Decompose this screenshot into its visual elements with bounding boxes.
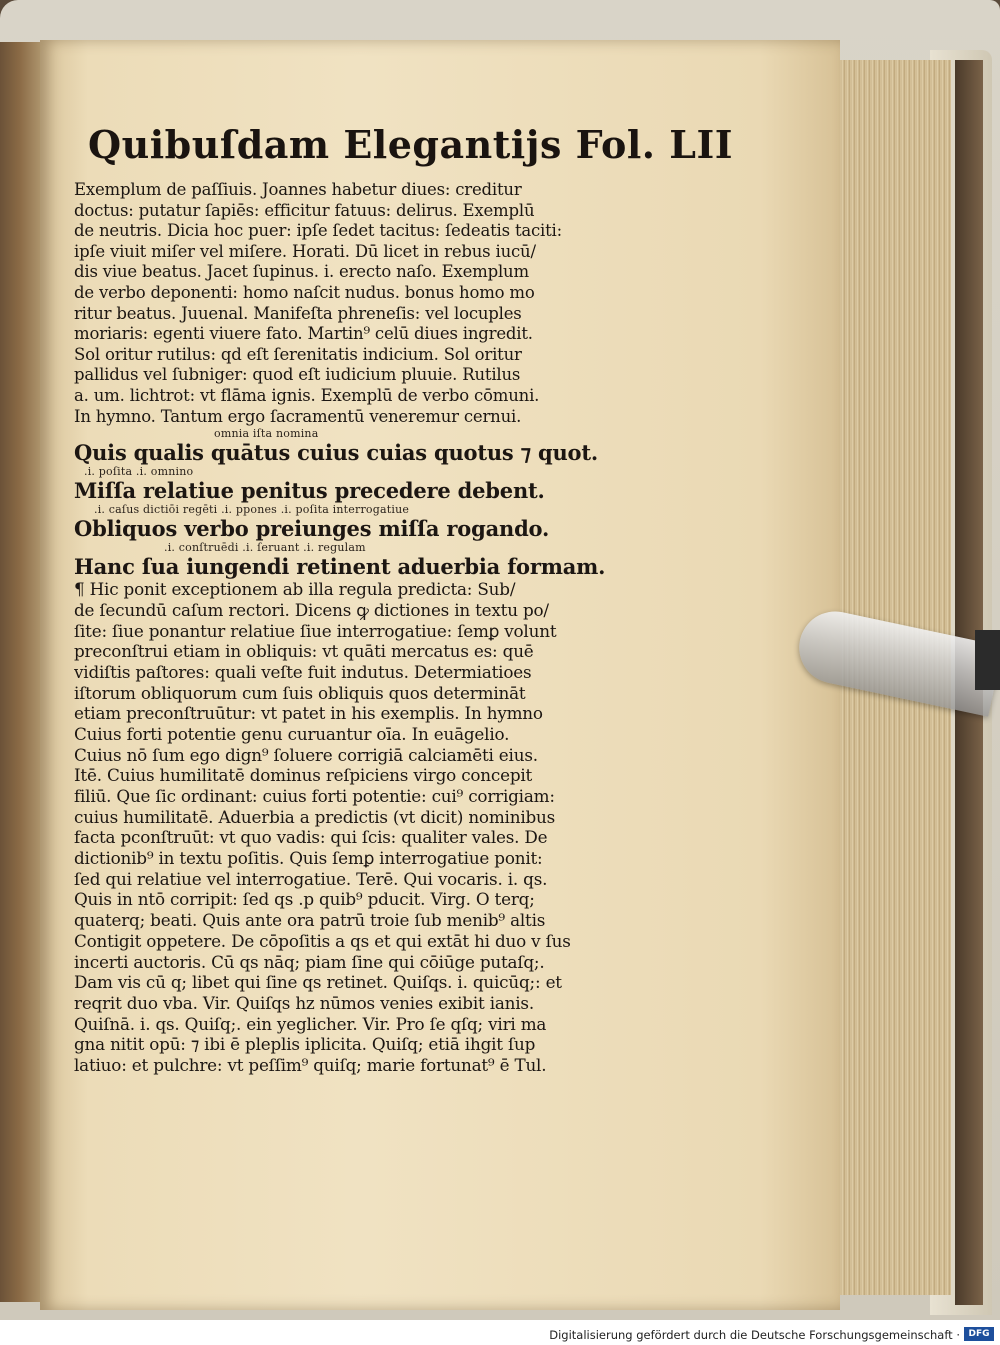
text-line: vidiſtis paſtores: quali veſte fuit indutus. Determiatioes (74, 661, 532, 682)
running-header: Quibuſdam Elegantijs Fol. LII (88, 122, 734, 167)
text-line: Exemplum de paſſiuis. Joannes habetur diues: creditur (74, 180, 522, 199)
verse-line: Quis qualis quātus cuius cuias quotus ⁊ quot. (74, 440, 598, 466)
verse-line: Obliquos verbo preiunges miſſa rogando. (74, 516, 550, 542)
text-line: iſtorum obliquorum cum ſuis obliquis quos determināt (74, 682, 526, 703)
funding-credit: Digitalisierung gefördert durch die Deutsche Forschungsgemeinschaft · (549, 1328, 960, 1342)
page-weight-cap (975, 630, 1000, 690)
verse-line: Hanc ſua iungendi retinent aduerbia formam. (74, 554, 606, 580)
dfg-logo: DFG (964, 1327, 994, 1341)
text-line: cuius humilitatē. Aduerbia a predictis (vt dicit) nominibus (74, 806, 556, 827)
verse-line: Miſſa relatiue penitus precedere debent. (74, 478, 545, 504)
text-line: dictionib⁹ in textu poſitis. Quis ſemꝑ interrogatiue ponit: (74, 848, 543, 869)
interlinear-gloss: .i. caſus dictiōi regēti .i. ppones .i. poſita interrogatiue (94, 503, 410, 517)
text-line: ritur beatus. Juuenal. Manifeſta phreneſis: vel locuples (74, 303, 522, 323)
text-line: pallidus vel ſubniger: quod eſt iudicium pluuie. Rutilus (74, 365, 521, 385)
text-line: etiam preconſtruūtur: vt patet in his exemplis. In hymno (74, 703, 543, 724)
text-line: de neutris. Dicia hoc puer: ipſe ſedet tacitus: ſedeatis taciti: (74, 221, 562, 241)
text-line: dis viue beatus. Jacet ſupinus. i. erecto naſo. Exemplum (74, 262, 529, 282)
text-line: Cuius forti potentie genu curuantur oīa. In euāgelio. (74, 723, 510, 744)
interlinear-gloss: .i. conſtruēdi .i. ſeruant .i. regulam (164, 541, 366, 555)
text-line: Itē. Cuius humilitatē dominus reſpiciens virgo concepit (74, 765, 533, 786)
interlinear-gloss: .i. poſita .i. omnino (84, 465, 194, 479)
text-line: gna nitit opū: ⁊ ibi ē pleplis iplicita. Quiſq; etiā ihgit ſup (74, 1034, 536, 1055)
text-line: moriaris: egenti viuere fato. Martin⁹ celū diues ingredit. (74, 324, 533, 344)
text-line: ſed qui relatiue vel interrogatiue. Terē. Qui vocaris. i. qs. (74, 868, 548, 889)
text-line: filiū. Que ſic ordinant: cuius forti potentie: cui⁹ corrigiam: (74, 786, 555, 806)
example-paragraph (74, 180, 634, 427)
text-line: incerti auctoris. Cū qs nāq; piam ſine qui cōiūge putaſq;. (74, 951, 545, 972)
text-line: Sol oritur rutilus: qd̄ eſt ſerenitatis indicium. Sol oritur (74, 344, 522, 364)
text-line: quaterq; beati. Quis ante ora patrū troie ſub menib⁹ altis (74, 910, 546, 931)
text-line: Contigit oppetere. De cōpoſitis a qs et qui extāt hi duo v ſus (74, 930, 571, 951)
text-line: Quiſnā. i. qs. Quiſq;. ein yeglicher. Vir. Pro ſe qſq; viri ma (74, 1013, 547, 1034)
text-line: a. um. lichtrot: vt flāma ignis. Exemplū de verbo cōmuni. (74, 385, 540, 405)
text-line: Quis in ntō corripit: ſed qs .p quib⁹ pducit. Virg. O terq; (74, 889, 535, 910)
text-line: reqrit duo vba. Vir. Quiſqs hz nūmos venies exibit ianis. (74, 992, 534, 1013)
text-line: de verbo deponenti: homo naſcit nudus. bonus homo mo (74, 282, 535, 302)
interlinear-gloss: omnia iſta nomina (214, 427, 319, 441)
text-line: ¶ Hic ponit exceptionem ab illa regula predicta: Sub/ (74, 579, 516, 600)
text-line: ſite: ſiue ponantur relatiue ſiue interrogatiue: ſemꝑ volunt (74, 620, 557, 641)
text-line: latiuo: et pulchre: vt peſſim⁹ quiſq; marie fortunat⁹ ē Tul. (74, 1054, 547, 1075)
text-line: Cuius nō ſum ego dign⁹ ſoluere corrigiā calciamēti eius. (74, 744, 538, 765)
text-line: ipſe viuit miſer vel miſere. Horati. Dū licet in rebus iucū/ (74, 241, 536, 261)
text-line: doctus: putatur ſapiēs: efficitur fatuus: delirus. Exemplū (74, 200, 535, 220)
text-line: de ſecundū caſum rectori. Dicens ꝙ dictiones in textu po/ (74, 599, 549, 620)
text-line: facta pconſtruūt: vt quo vadis: qui ſcis: qualiter vales. De (74, 827, 548, 848)
text-line: Dam vis cū q; libet qui ſine qs retinet. Quiſqs. i. quicūq;: et (74, 972, 562, 993)
text-block (74, 180, 634, 1076)
text-line: In hymno. Tantum ergo ſacramentū veneremur cernui. (74, 406, 522, 426)
commentary-paragraph (74, 579, 634, 1076)
text-line: preconſtrui etiam in obliquis: vt quāti mercatus es: quē (74, 641, 534, 662)
